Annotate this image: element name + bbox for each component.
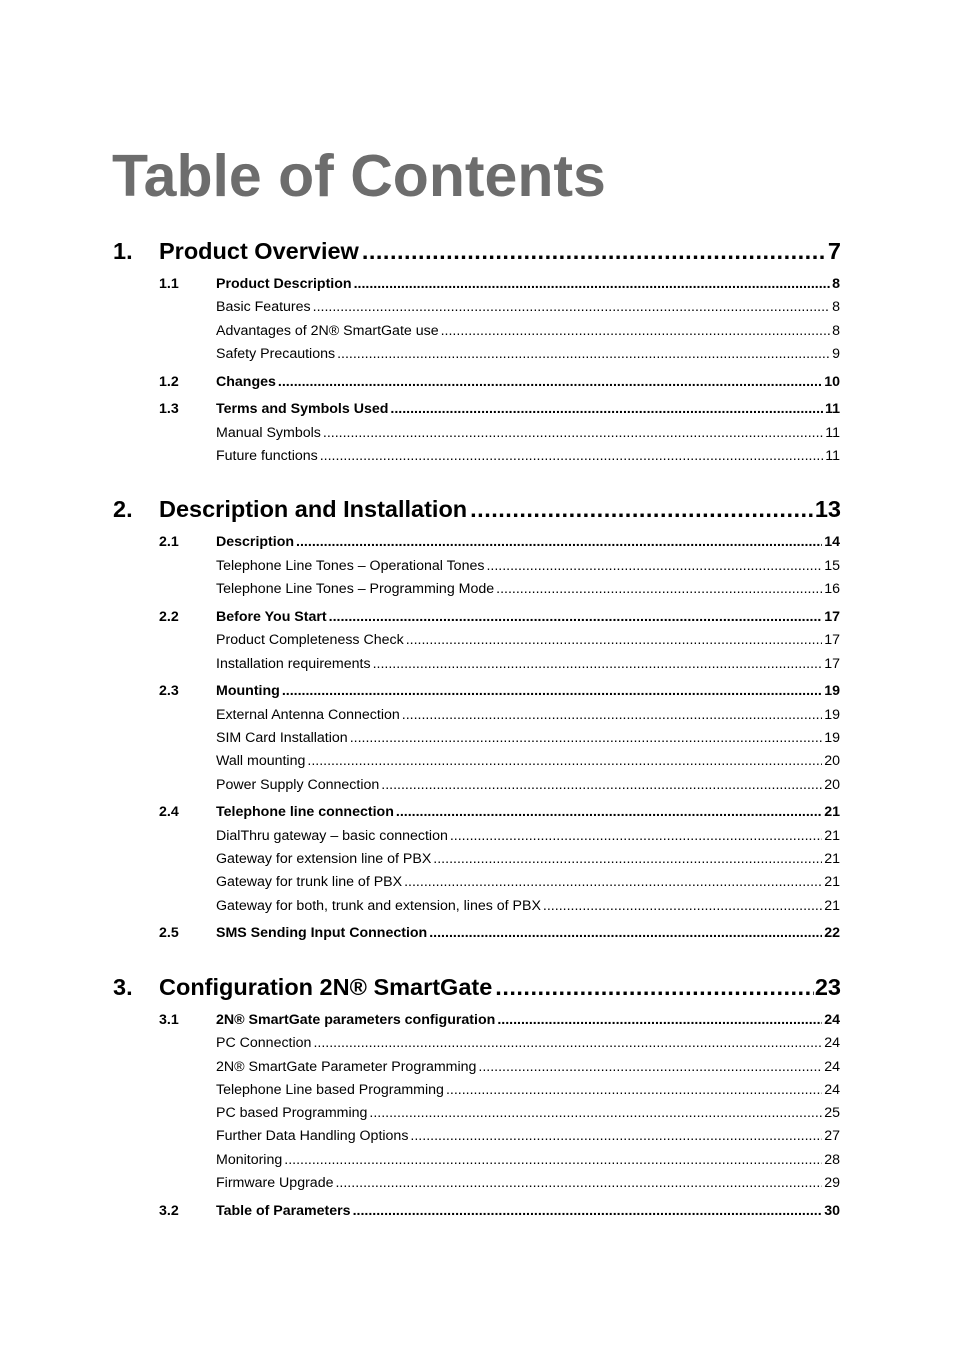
toc-entry-label: Telephone Line based Programming: [216, 1082, 444, 1098]
toc-entry-label: Installation requirements: [216, 656, 371, 672]
toc-page-number: 20: [824, 777, 840, 793]
toc-page-number: 11: [825, 401, 840, 417]
toc-sub-row[interactable]: [216, 343, 840, 365]
toc-sub-row[interactable]: [216, 320, 840, 342]
toc-page-number: 24: [824, 1059, 840, 1075]
toc-entry-label: 2N® SmartGate parameters configuration: [216, 1012, 496, 1028]
toc-page-number: 24: [824, 1035, 840, 1051]
toc-entry-label: Advantages of 2N® SmartGate use: [216, 323, 439, 339]
toc-sub-row[interactable]: [216, 750, 840, 772]
dot-leader: [446, 1079, 822, 1101]
toc-page-number: 17: [824, 609, 840, 625]
toc-entry-label: Power Supply Connection: [216, 777, 380, 793]
toc-entry-label: Gateway for trunk line of PBX: [216, 874, 403, 890]
toc-sub-row[interactable]: [216, 1149, 840, 1171]
toc-section-row[interactable]: [159, 606, 840, 628]
toc-page-number: 21: [824, 898, 840, 914]
dot-leader: [337, 343, 830, 365]
dot-leader: [296, 531, 822, 553]
toc-section-row[interactable]: [159, 680, 840, 702]
toc-page-number: 13: [814, 496, 841, 522]
toc-page-number: 17: [824, 632, 840, 648]
toc-entry-label: Gateway for extension line of PBX: [216, 851, 432, 867]
toc-sub-row[interactable]: [216, 848, 840, 870]
dot-leader: [402, 704, 822, 726]
toc-entry-label: PC Connection: [216, 1035, 312, 1051]
toc-sub-row[interactable]: [216, 422, 840, 444]
toc-entry-number: 2.5: [159, 925, 179, 941]
toc-page-number: 19: [824, 683, 840, 699]
toc-page-number: 21: [824, 874, 840, 890]
page-title: Table of Contents: [112, 143, 606, 209]
toc-chapter-row[interactable]: [113, 492, 841, 526]
toc-entry-label: PC based Programming: [216, 1105, 368, 1121]
toc-page-number: 23: [814, 974, 841, 1000]
dot-leader: [278, 371, 822, 393]
toc-entry-label: Description: [216, 534, 295, 550]
toc-entry-label: 2N® SmartGate Parameter Programming: [216, 1059, 477, 1075]
toc-entry-label: Before You Start: [216, 609, 327, 625]
dot-leader: [284, 1149, 822, 1171]
toc-section-row[interactable]: [159, 1200, 840, 1222]
toc-entry-number: 3.: [113, 974, 133, 1000]
dot-leader: [433, 848, 822, 870]
dot-leader: [335, 1172, 822, 1194]
dot-leader: [486, 555, 822, 577]
toc-sub-row[interactable]: [216, 296, 840, 318]
toc-page-number: 30: [824, 1203, 840, 1219]
toc-sub-row[interactable]: [216, 1079, 840, 1101]
toc-entry-label: DialThru gateway – basic connection: [216, 828, 448, 844]
toc-page-number: 21: [824, 804, 840, 820]
toc-sub-row[interactable]: [216, 1032, 840, 1054]
toc-entry-label: Future functions: [216, 448, 318, 464]
toc-page-number: 27: [824, 1128, 840, 1144]
toc-section-row[interactable]: [159, 1009, 840, 1031]
toc-sub-row[interactable]: [216, 895, 840, 917]
toc-page-number: 7: [827, 238, 841, 264]
toc-entry-label: Telephone Line Tones – Operational Tones: [216, 558, 485, 574]
toc-page-number: 14: [824, 534, 840, 550]
toc-page-number: 25: [824, 1105, 840, 1121]
toc-sub-row[interactable]: [216, 578, 840, 600]
toc-chapter-row[interactable]: [113, 970, 841, 1004]
toc-entry-number: 3.2: [159, 1203, 179, 1219]
toc-section-row[interactable]: [159, 801, 840, 823]
dot-leader: [497, 1009, 822, 1031]
toc-entry-label: Mounting: [216, 683, 280, 699]
dot-leader: [354, 273, 831, 295]
dot-leader: [406, 629, 823, 651]
toc-page-number: 9: [832, 346, 840, 362]
toc-page-number: 8: [832, 276, 840, 292]
dot-leader: [396, 801, 822, 823]
toc-sub-row[interactable]: [216, 653, 840, 675]
toc-page-number: 24: [824, 1012, 840, 1028]
toc-page-number: 29: [824, 1175, 840, 1191]
toc-page-number: 17: [824, 656, 840, 672]
dot-leader: [495, 970, 814, 1004]
toc-entry-label: Telephone Line Tones – Programming Mode: [216, 581, 495, 597]
toc-entry-number: 3.1: [159, 1012, 179, 1028]
toc-entry-label: SMS Sending Input Connection: [216, 925, 428, 941]
toc-section-row[interactable]: [159, 922, 840, 944]
dot-leader: [478, 1056, 822, 1078]
toc-sub-row[interactable]: [216, 1102, 840, 1124]
toc-entry-number: 1.: [113, 238, 133, 264]
toc-entry-label: Basic Features: [216, 299, 311, 315]
toc-entry-label: Firmware Upgrade: [216, 1175, 334, 1191]
toc-page-number: 16: [824, 581, 840, 597]
toc-entry-label: Manual Symbols: [216, 425, 321, 441]
toc-entry-number: 2.3: [159, 683, 179, 699]
toc-sub-row[interactable]: [216, 871, 840, 893]
dot-leader: [543, 895, 822, 917]
toc-entry-label: SIM Card Installation: [216, 730, 348, 746]
toc-section-row[interactable]: [159, 531, 840, 553]
toc-entry-label: Product Completeness Check: [216, 632, 404, 648]
dot-leader: [470, 492, 814, 526]
dot-leader: [441, 320, 831, 342]
toc-page-number: 21: [824, 851, 840, 867]
toc-page-number: 19: [824, 707, 840, 723]
toc-page-number: 8: [832, 323, 840, 339]
dot-leader: [313, 1032, 822, 1054]
dot-leader: [282, 680, 822, 702]
toc-page-number: 22: [824, 925, 840, 941]
dot-leader: [323, 422, 823, 444]
toc-entry-label: Gateway for both, trunk and extension, lines of PBX: [216, 898, 541, 914]
toc-page-number: 15: [824, 558, 840, 574]
toc-sub-row[interactable]: [216, 629, 840, 651]
toc-chapter-row[interactable]: [113, 234, 841, 268]
toc-sub-row[interactable]: [216, 774, 840, 796]
toc-section-row[interactable]: [159, 371, 840, 393]
dot-leader: [429, 922, 822, 944]
toc-entry-number: 1.2: [159, 374, 179, 390]
toc-entry-label: Description and Installation: [159, 496, 468, 522]
toc-sub-row[interactable]: [216, 727, 840, 749]
dot-leader: [410, 1125, 822, 1147]
toc-page-number: 8: [832, 299, 840, 315]
toc-page-number: 11: [825, 425, 840, 441]
dot-leader: [369, 1102, 822, 1124]
dot-leader: [329, 606, 823, 628]
toc-entry-label: External Antenna Connection: [216, 707, 400, 723]
toc-page-number: 19: [824, 730, 840, 746]
dot-leader: [381, 774, 822, 796]
toc-page-number: 10: [824, 374, 840, 390]
toc-page-number: 21: [824, 828, 840, 844]
toc-entry-number: 1.3: [159, 401, 179, 417]
toc-entry-number: 1.1: [159, 276, 179, 292]
toc-page-number: 28: [824, 1152, 840, 1168]
toc-sub-row[interactable]: [216, 445, 840, 467]
dot-leader: [353, 1200, 823, 1222]
dot-leader: [496, 578, 822, 600]
toc-sub-row[interactable]: [216, 704, 840, 726]
toc-sub-row[interactable]: [216, 1056, 840, 1078]
toc-entry-label: Wall mounting: [216, 753, 306, 769]
dot-leader: [362, 234, 827, 268]
toc-sub-row[interactable]: [216, 1125, 840, 1147]
toc-entry-label: Configuration 2N® SmartGate: [159, 974, 493, 1000]
toc-entry-number: 2.1: [159, 534, 179, 550]
dot-leader: [307, 750, 822, 772]
dot-leader: [450, 825, 822, 847]
toc-entry-number: 2.: [113, 496, 133, 522]
dot-leader: [350, 727, 823, 749]
toc-entry-label: Product Overview: [159, 238, 359, 264]
toc-sub-row[interactable]: [216, 1172, 840, 1194]
toc-entry-label: Changes: [216, 374, 276, 390]
dot-leader: [373, 653, 823, 675]
dot-leader: [320, 445, 824, 467]
dot-leader: [404, 871, 822, 893]
toc-entry-number: 2.2: [159, 609, 179, 625]
toc-page-number: 11: [825, 448, 840, 464]
toc-sub-row[interactable]: [216, 555, 840, 577]
dot-leader: [313, 296, 830, 318]
toc-page-number: 24: [824, 1082, 840, 1098]
toc-section-row[interactable]: [159, 398, 840, 420]
toc-page-number: 20: [824, 753, 840, 769]
toc-entry-label: Further Data Handling Options: [216, 1128, 409, 1144]
toc-entry-label: Safety Precautions: [216, 346, 336, 362]
toc-entry-label: Table of Parameters: [216, 1203, 351, 1219]
toc-entry-label: Terms and Symbols Used: [216, 401, 389, 417]
toc-entry-label: Telephone line connection: [216, 804, 394, 820]
dot-leader: [390, 398, 823, 420]
toc-entry-label: Monitoring: [216, 1152, 283, 1168]
toc-section-row[interactable]: [159, 273, 840, 295]
toc-entry-label: Product Description: [216, 276, 352, 292]
toc-sub-row[interactable]: [216, 825, 840, 847]
toc-entry-number: 2.4: [159, 804, 179, 820]
